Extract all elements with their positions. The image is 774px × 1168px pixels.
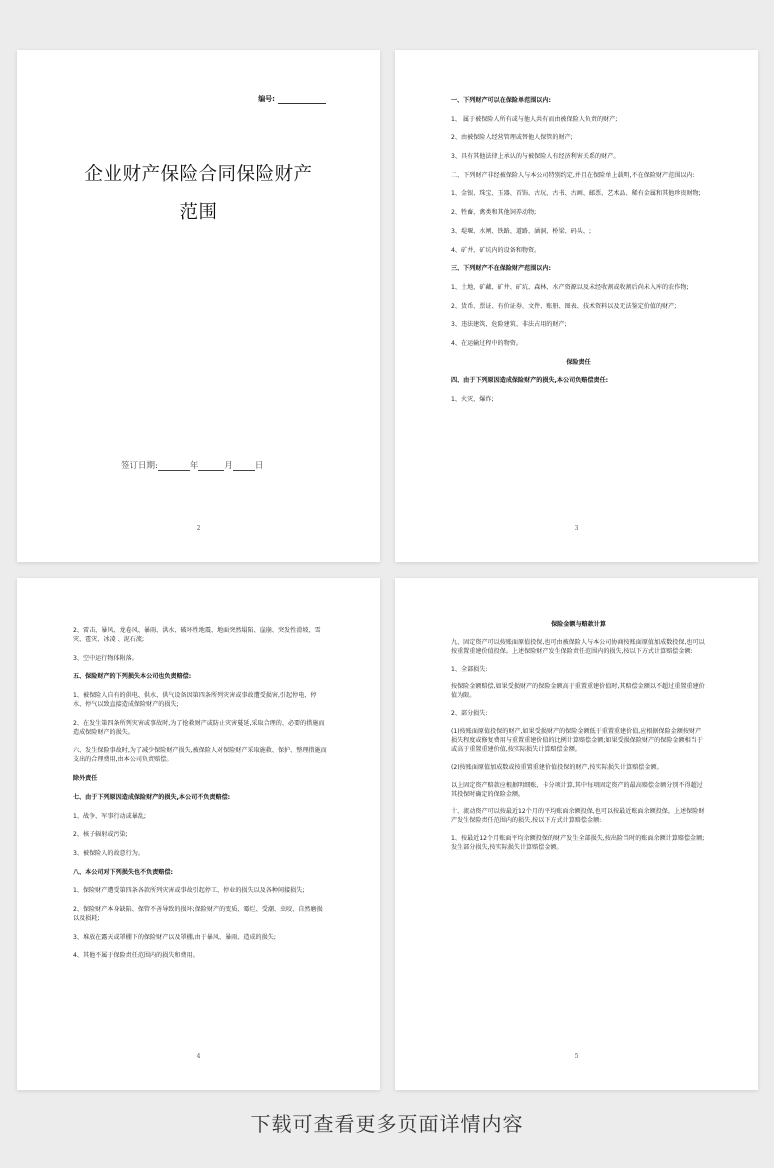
paragraph: 2、货币、票证、有价证券、文件、账册、图表、技术资料以及无法鉴定价值的财产; <box>451 302 677 310</box>
paragraph: 1、按最近12个月账面平均余额投保的财产发生全部损失,按出险当时的账面余额计算赔偿金额;发生部分损失,按实际损失计算赔偿金额。 <box>451 835 705 852</box>
section-heading: 七、由于下列原因造成保险财产的损失,本公司不负责赔偿: <box>73 793 231 801</box>
page-content <box>451 96 706 414</box>
paragraph: 2、在发生第四条所列灾害或事故时,为了抢救财产或防止灾害蔓延,采取合理的、必要的措施而造成保险财产的损失。 <box>73 719 325 736</box>
paragraph: 3、具有其他法律上承认的与被保险人有经济利害关系的财产。 <box>451 153 620 161</box>
paragraph: 1、战争、军事行动或暴乱; <box>73 812 146 820</box>
paragraph: 1、 属于被保险人所有或与他人共有而由被保险人负责的财产; <box>451 115 618 123</box>
paragraph: 2、由被保险人经营管理或替他人保管的财产; <box>451 134 573 142</box>
document-title <box>57 156 340 232</box>
signing-date-field <box>121 459 263 471</box>
paragraph: 九、固定资产可以按账面原值投保,也可由被保险人与本公司协商按账面原值加成数投保,也可以按重置重建价值投保。上述保险财产发生保险责任范围内的损失,按以下方式计算赔偿金额: <box>451 638 705 655</box>
section-heading: 除外责任 <box>73 775 98 783</box>
download-more-note: 下载可查看更多页面详情内容 <box>250 1112 524 1136</box>
page-number: 3 <box>574 525 579 532</box>
contract-number-label: 编号: <box>258 95 275 103</box>
document-page-5 <box>395 578 758 1090</box>
paragraph: 2、保险财产本身缺陷、保管不善导致的损坏;保险财产的变质、霉烂、受潮、虫咬、自然磨损以及损耗; <box>73 905 323 922</box>
signing-month-blank <box>198 461 224 471</box>
paragraph: (2)按账面原值加成数或按重置重建价值投保的财产,按实际损失计算赔偿金额。 <box>451 763 663 771</box>
paragraph: 1、金银、珠宝、玉器、首饰、古玩、古书、古画、邮票、艺术品、稀有金属和其他珍贵财物; <box>451 190 701 198</box>
signing-year-label: 年 <box>189 461 199 471</box>
page-content <box>451 620 706 861</box>
paragraph: 1、土地、矿藏、矿井、矿坑、森林、水产资源以及未经收割或收割后尚未入库的农作物; <box>451 283 689 291</box>
paragraph: 3、违法建筑、危险建筑、非法占用的财产; <box>451 321 567 329</box>
section-heading: 八、本公司对下列损失也不负责赔偿: <box>73 868 173 876</box>
paragraph: 按保险金额赔偿,如果受损财产的保险金额高于重置重建价值时,其赔偿金额以不超过重置重建价值为限。 <box>451 683 705 700</box>
document-title-line1: 企业财产保险合同保险财产 <box>84 164 313 185</box>
section-heading: 四、由于下列原因造成保险财产的损失,本公司负赔偿责任: <box>451 377 609 385</box>
paragraph: 1、保险财产遭受第四条各款所列灾害或事故引起停工、停业的损失以及各种间接损失; <box>73 887 305 895</box>
paragraph: 1、火灾、爆炸; <box>451 396 494 403</box>
paragraph: 二、下列财产非经被保险人与本公司特别约定,并且在保险单上载明,不在保险财产范围以内: <box>451 171 695 179</box>
section-heading: 保险金额与赔款计算 <box>551 621 606 628</box>
paragraph: 2、雷击、暴风、龙卷风、暴雨、洪水、破坏性地震、地面突然塌陷、崖崩、突发性滑坡、雪灾、雹灾、冰凌 、泥石流; <box>73 627 321 643</box>
section-heading: 保险责任 <box>566 358 591 366</box>
page-number: 2 <box>196 525 201 532</box>
signing-year-blank <box>158 461 190 471</box>
paragraph: 以上固定资产赔款应根据明细账、卡分项计算,其中每项固定资产的最高赔偿金额分别不得超过其投保时确定的保险金额。 <box>451 781 703 798</box>
page-number: 5 <box>574 1053 579 1060</box>
signing-date-label: 签订日期: <box>121 461 158 471</box>
paragraph: 4、矿井、矿坑内的设备和物资。 <box>451 246 541 254</box>
paragraph: 2、部分损失: <box>451 710 488 718</box>
document-page-4 <box>17 578 380 1090</box>
paragraph: 六、发生保险事故时,为了减少保险财产损失,被保险人对保险财产采取施救、保护、整理措施而支出的合理费用,由本公司负责赔偿。 <box>73 747 327 764</box>
section-heading: 五、保险财产的下列损失本公司也负责赔偿: <box>73 673 192 681</box>
section-heading: 三、下列财产不在保险财产范围以内: <box>451 265 551 273</box>
contract-number-blank <box>278 95 326 104</box>
document-page-3 <box>395 50 758 562</box>
page-number: 4 <box>196 1053 201 1060</box>
signing-day-label: 日 <box>254 461 264 471</box>
paragraph: 1、全部损失: <box>451 665 488 673</box>
contract-number-field <box>258 94 326 104</box>
paragraph: 4、其他不属于保险责任范围内的损失和费用。 <box>73 952 199 960</box>
signing-day-blank <box>233 461 255 471</box>
paragraph: 1、被保险人自有的供电、供水、供气设备因第四条所列灾害或事故遭受损害,引起停电、停水、停气以致直接造成保险财产的损失; <box>73 692 317 709</box>
page-content <box>73 626 328 970</box>
paragraph: 3、空中运行物体附落。 <box>73 654 138 662</box>
document-page-cover <box>17 50 380 562</box>
paragraph: 十、流动资产可以按最近12个月的平均账面余额投保,也可以按最近账面余额投保。上述保险财产发生保险责任范围内的损失,按以下方式计算赔偿金额: <box>451 808 705 825</box>
paragraph: 2、牲畜、禽类和其他饲养动物; <box>451 209 537 217</box>
signing-month-label: 月 <box>224 461 233 471</box>
paragraph: (1)按账面原值投保的财产,如果受损财产的保险金额低于重置重建价值,应根据保险金额按财产损失程度或修复费用与重置重建价值的比例计算赔偿金额;如果受损保险财产的保险金额相当于或高于重置重建价值,按实际损失计算赔偿金额。 <box>451 727 703 753</box>
paragraph: 4、在运输过程中的物资。 <box>451 339 522 347</box>
paragraph: 2、核子辐射或污染; <box>73 831 128 839</box>
section-heading: 一、下列财产可以在保险单范围以内: <box>451 97 551 104</box>
paragraph: 3、堆放在露天或罩棚下的保险财产以及罩棚,由于暴风、暴雨、造成的损失; <box>73 933 276 941</box>
document-title-line2: 范围 <box>179 202 218 223</box>
paragraph: 3、被保险人的故意行为。 <box>73 849 144 857</box>
paragraph: 3、堤堰、水闸、铁路、道路、涵洞、桥梁、码头、; <box>451 227 591 235</box>
